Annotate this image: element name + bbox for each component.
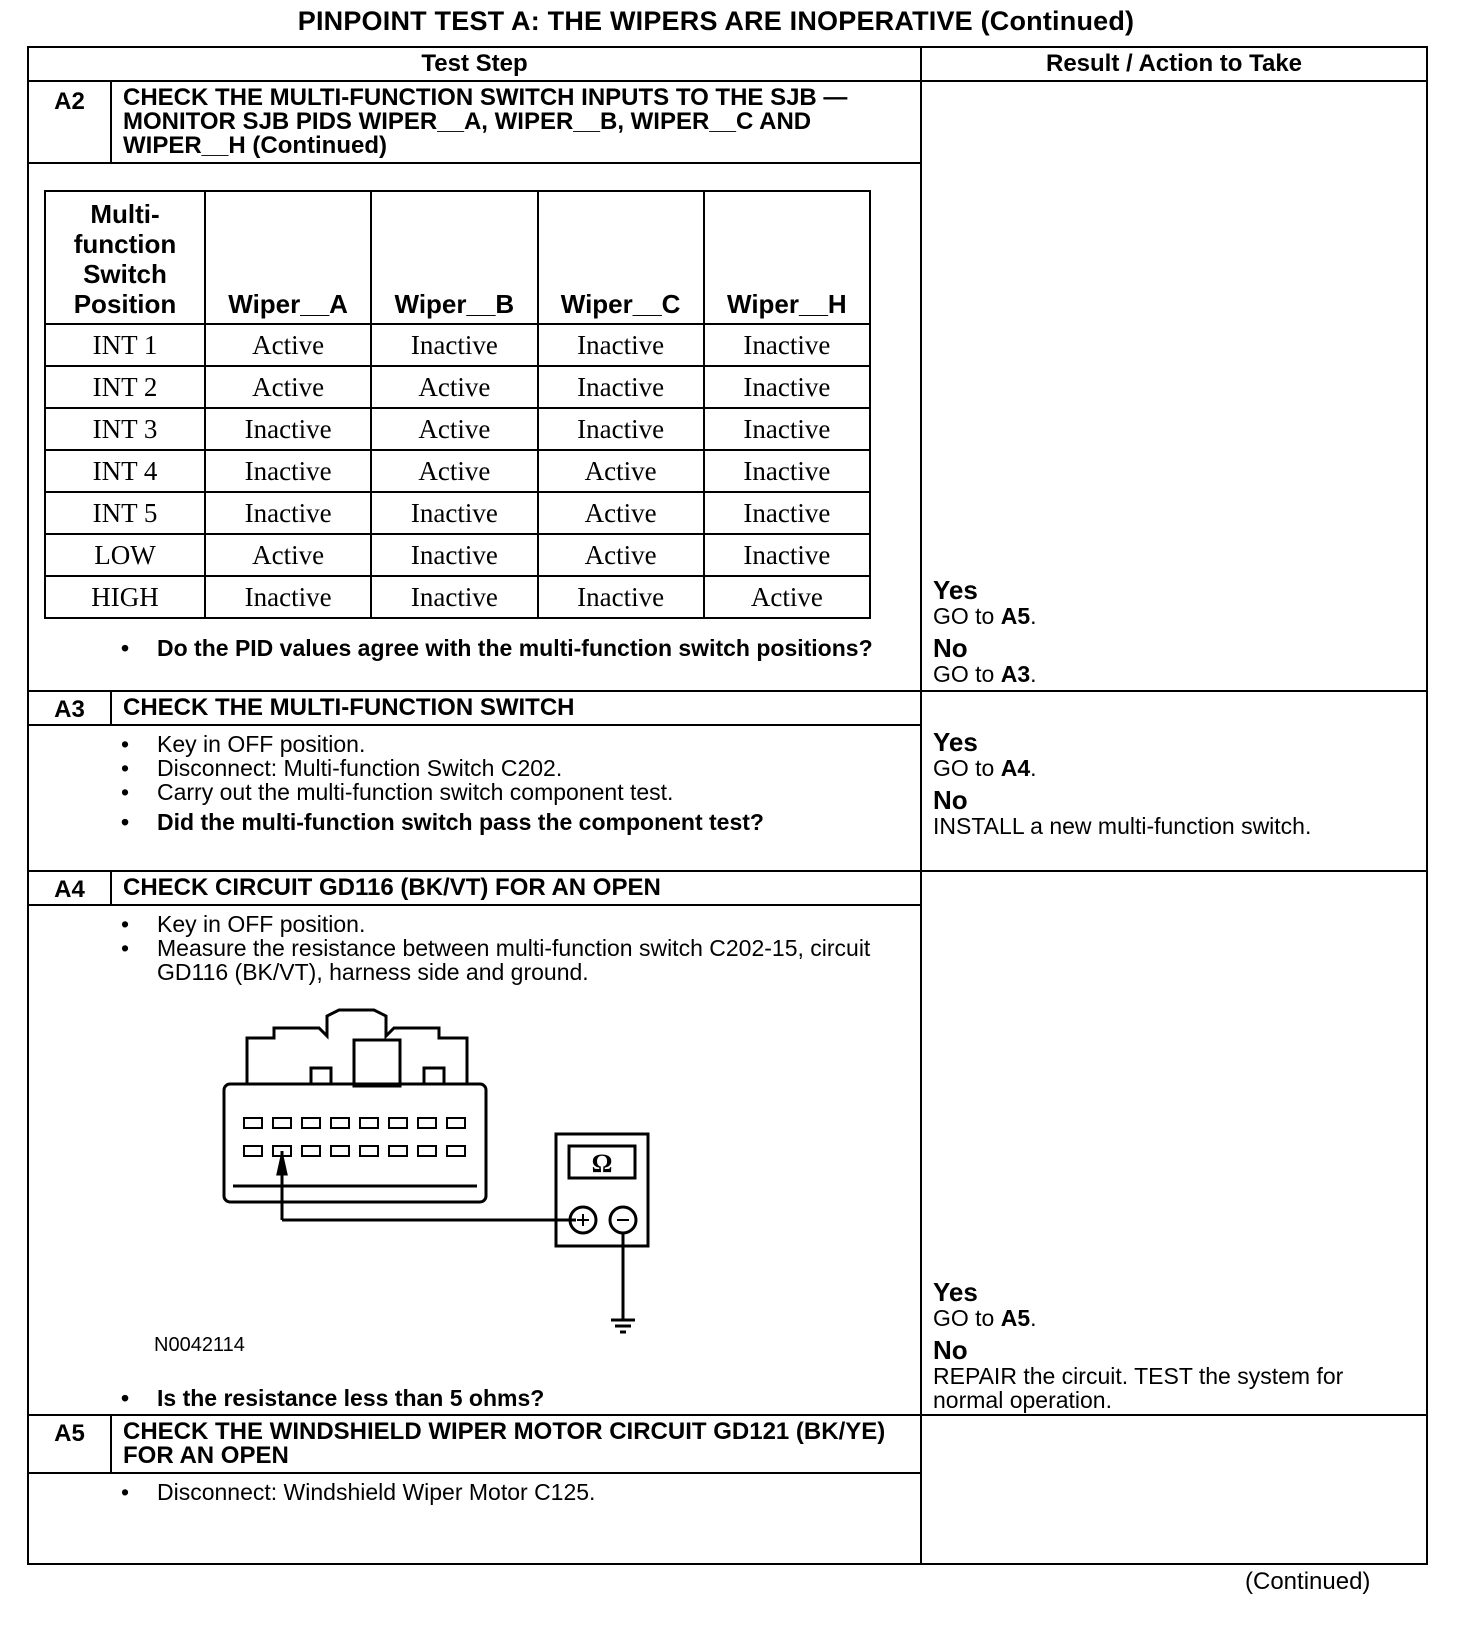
table-cell: Active [371, 408, 537, 450]
test-step-header: Test Step [421, 50, 528, 77]
table-cell: Inactive [371, 324, 537, 366]
bullet-icon: • [121, 1479, 130, 1505]
step-divider [29, 870, 1426, 872]
step-a2-title: CHECK THE MULTI-FUNCTION SWITCH INPUTS TO THE SJB — MONITOR SJB PIDS WIPER__A, WIPER__B, WIPER__C AND WIPER__H (Continued) [123, 84, 848, 159]
no-label: No [933, 785, 968, 815]
table-cell: Active [371, 366, 537, 408]
step-id-divider [110, 692, 112, 726]
no-label: No [933, 1335, 968, 1365]
no-label: No [933, 633, 968, 663]
table-header: Wiper__H [704, 191, 870, 324]
table-header: Wiper__B [371, 191, 537, 324]
table-cell: Inactive [205, 576, 371, 618]
table-cell: Active [538, 492, 704, 534]
table-cell: Inactive [205, 492, 371, 534]
step-a4-result [933, 1278, 1413, 1412]
table-cell: Inactive [371, 492, 537, 534]
table-cell: Inactive [371, 534, 537, 576]
step-divider [29, 690, 1426, 692]
bullet-icon: • [121, 1385, 130, 1411]
table-row [45, 450, 870, 492]
table-cell: Active [538, 534, 704, 576]
table-cell: Inactive [704, 366, 870, 408]
table-cell: Active [205, 366, 371, 408]
yes-label: Yes [933, 727, 978, 757]
step-a2-id: A2 [54, 88, 85, 115]
step-id-divider [110, 82, 112, 164]
table-header: Multi-function Switch Position [45, 191, 205, 324]
step-a3-result [933, 728, 1413, 838]
bullet-icon: • [121, 731, 130, 757]
pid-values-table [44, 190, 871, 619]
table-row [45, 408, 870, 450]
table-cell: Inactive [704, 450, 870, 492]
step-a3-id: A3 [54, 696, 85, 723]
step-id-divider [110, 872, 112, 906]
step-divider [29, 1414, 1426, 1416]
table-row [45, 534, 870, 576]
table-cell: Inactive [205, 450, 371, 492]
step-id-divider [110, 1416, 112, 1474]
table-cell: HIGH [45, 576, 205, 618]
table-cell: Inactive [704, 408, 870, 450]
table-cell: Inactive [538, 408, 704, 450]
table-cell: INT 1 [45, 324, 205, 366]
table-cell: Inactive [371, 576, 537, 618]
table-header: Wiper__C [538, 191, 704, 324]
table-cell: Inactive [704, 492, 870, 534]
page-title: PINPOINT TEST A: THE WIPERS ARE INOPERATIVE (Continued) [297, 6, 1135, 36]
table-row [45, 576, 870, 618]
bullet-icon: • [121, 755, 130, 781]
table-cell: INT 5 [45, 492, 205, 534]
connector-icon [224, 1010, 486, 1202]
table-cell: INT 3 [45, 408, 205, 450]
table-cell: Active [205, 324, 371, 366]
table-cell: Active [704, 576, 870, 618]
step-a5-title-divider [29, 1472, 920, 1474]
bullet-icon: • [121, 635, 130, 661]
test-table: Test Step Result / Action to Take A2 CHECK THE MULTI-FUNCTION SWITCH INPUTS TO THE SJB — MONITOR SJB PIDS WIPER__A, WIPER__B, WIPER__C AND WIPER__H (Continued) Multi-function Switch Position Wiper__A Wiper__B Wiper__C Wiper__H INT 1 Active Inactive Inactive Inactive INT 2 Active Active Inactive Inactive INT 3 Inactive Active Inactive Inactive INT 4 Inactive Active Active Inactive INT 5 Inactive Inactive Active Inactive LOW Active Inactive Active Inactive HIGH Inactive Inactive Inactive Active • Do the PID values agree with the multi-function switch positions? Yes GO to A5. No GO to A3. A3 CHECK THE MULTI-FUNCTION SWITCH • Key in OFF position. • Disconnect: Multi-function Switch C202. • Carry out the multi-function switch component test. • Did the multi-function switch pass the component test? Yes GO to A4. No INSTALL a new multi-function switch. A4 CHECK CIRCUIT GD116 (BK/VT) FOR AN OPEN • Key in OFF position. • Measure the resistance between multi-function switch C202-15, circuit GD116 (BK/VT), harness side and ground. Ω N0042114 • Is the resistance less than 5 ohms? Yes GO to A5. No REPAIR the circuit. TEST the system for normal operation. A5 CHECK THE WINDSHIELD WIPER MOTOR CIRCUIT GD121 (BK/YE) FOR AN OPEN • Disconnect: Windshield Wiper Motor C125. [27, 46, 1428, 1565]
step-a2-title-divider [29, 162, 920, 164]
table-cell: Active [205, 534, 371, 576]
table-cell: Active [371, 450, 537, 492]
table-cell: Inactive [538, 366, 704, 408]
no-action: INSTALL a new multi-function switch. [933, 813, 1312, 839]
table-row [45, 366, 870, 408]
bullet-icon: • [121, 911, 130, 937]
step-a3-title-divider [29, 724, 920, 726]
table-cell: INT 2 [45, 366, 205, 408]
step-a5-title: CHECK THE WINDSHIELD WIPER MOTOR CIRCUIT GD121 (BK/YE) FOR AN OPEN [123, 1418, 886, 1469]
yes-action: GO to A4. [933, 755, 1037, 781]
table-cell: Active [538, 450, 704, 492]
no-action: REPAIR the circuit. TEST the system for normal operation. [933, 1363, 1344, 1413]
table-cell: INT 4 [45, 450, 205, 492]
header-divider [29, 80, 1426, 82]
table-header: Wiper__A [205, 191, 371, 324]
table-row [45, 492, 870, 534]
step-a2-result [933, 576, 1413, 686]
yes-label: Yes [933, 575, 978, 605]
table-cell: Inactive [704, 534, 870, 576]
yes-action: GO to A5. [933, 1305, 1037, 1331]
figure-id: N0042114 [154, 1334, 245, 1356]
result-header: Result / Action to Take [1045, 50, 1303, 77]
ground-icon [611, 1320, 635, 1332]
bullet-icon: • [121, 779, 130, 805]
connector-diagram [219, 1006, 679, 1346]
no-action: GO to A3. [933, 661, 1037, 687]
table-cell: Inactive [704, 324, 870, 366]
step-a4-title: CHECK CIRCUIT GD116 (BK/VT) FOR AN OPEN [123, 874, 661, 901]
yes-label: Yes [933, 1277, 978, 1307]
bullet-icon: • [121, 935, 130, 961]
yes-action: GO to A5. [933, 603, 1037, 629]
column-divider [920, 48, 922, 1563]
table-cell: Inactive [538, 324, 704, 366]
continued-note: (Continued) [1245, 1568, 1371, 1595]
table-cell: LOW [45, 534, 205, 576]
pin-cavities [244, 1118, 465, 1156]
step-a3-title: CHECK THE MULTI-FUNCTION SWITCH [123, 694, 575, 721]
table-cell: Inactive [538, 576, 704, 618]
bullet-icon: • [121, 809, 130, 835]
table-row [45, 324, 870, 366]
meter-symbol: Ω [591, 1149, 613, 1178]
step-a5-id: A5 [54, 1420, 85, 1447]
step-a4-id: A4 [54, 876, 85, 903]
table-cell: Inactive [205, 408, 371, 450]
step-a4-title-divider [29, 904, 920, 906]
